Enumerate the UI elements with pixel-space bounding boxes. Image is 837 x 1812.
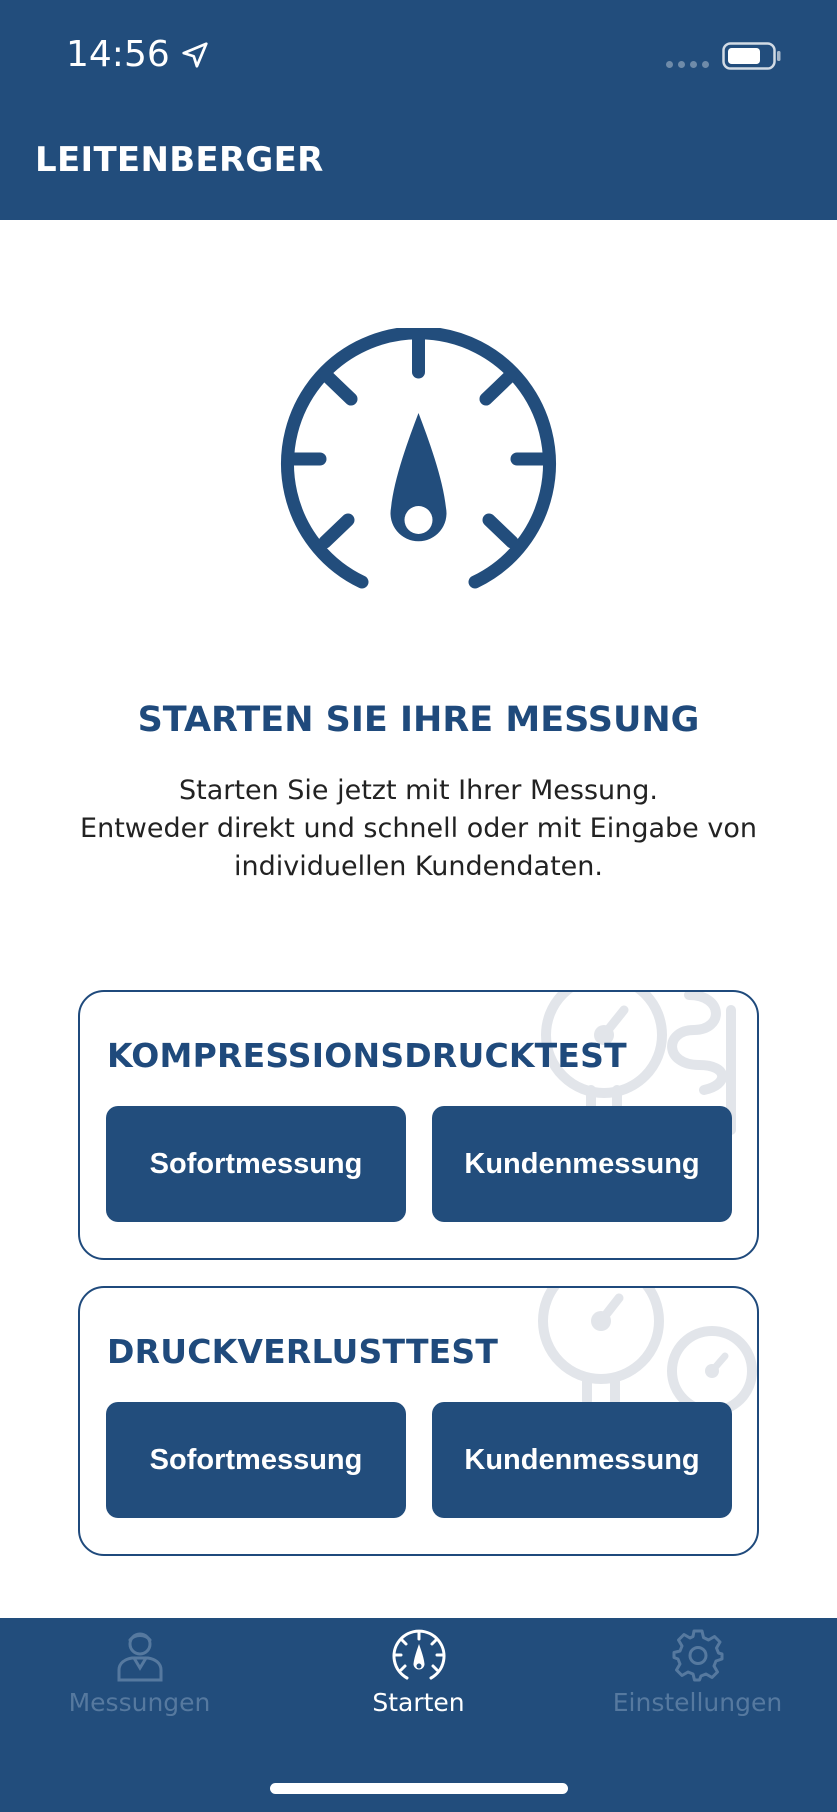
- tab-einstellungen[interactable]: [558, 1628, 837, 1738]
- druckverlusttest-card: [78, 1286, 759, 1556]
- gear-icon: [671, 1628, 725, 1682]
- hero-description-line: Starten Sie jetzt mit Ihrer Messung.: [179, 775, 658, 806]
- home-indicator: [270, 1783, 568, 1794]
- tab-messungen[interactable]: [0, 1628, 279, 1738]
- card-title: DRUCKVERLUSTTEST: [107, 1332, 499, 1371]
- location-arrow-icon: [180, 40, 210, 70]
- card-title: KOMPRESSIONSDRUCKTEST: [107, 1036, 627, 1075]
- tab-starten[interactable]: [279, 1628, 558, 1738]
- tab-label: Starten: [372, 1688, 465, 1717]
- signal-icon: [666, 61, 709, 68]
- header-bar: [0, 0, 837, 220]
- app-title: LEITENBERGER: [35, 140, 324, 180]
- status-time-text: 14:56: [66, 34, 170, 75]
- speedometer-icon: [280, 328, 557, 593]
- kompression-kundenmessung-button[interactable]: Kundenmessung: [432, 1106, 732, 1222]
- kompressionsdrucktest-card: [78, 990, 759, 1260]
- tab-bar: [0, 1618, 837, 1812]
- tab-label: Einstellungen: [612, 1688, 783, 1717]
- druckverlust-kundenmessung-button[interactable]: Kundenmessung: [432, 1402, 732, 1518]
- battery-icon: [722, 42, 782, 70]
- kompression-sofortmessung-button[interactable]: Sofortmessung: [106, 1106, 406, 1222]
- user-icon: [115, 1628, 165, 1682]
- hero-title: STARTEN SIE IHRE MESSUNG: [137, 700, 700, 740]
- hero-description-line: Entweder direkt und schnell oder mit Eingabe von: [80, 813, 757, 844]
- druckverlust-sofortmessung-button[interactable]: Sofortmessung: [106, 1402, 406, 1518]
- status-time: [66, 34, 210, 75]
- tab-label: Messungen: [68, 1688, 211, 1717]
- hero-description: [60, 772, 777, 886]
- speedometer-icon: [392, 1628, 446, 1682]
- hero-description-line: individuellen Kundendaten.: [234, 851, 603, 882]
